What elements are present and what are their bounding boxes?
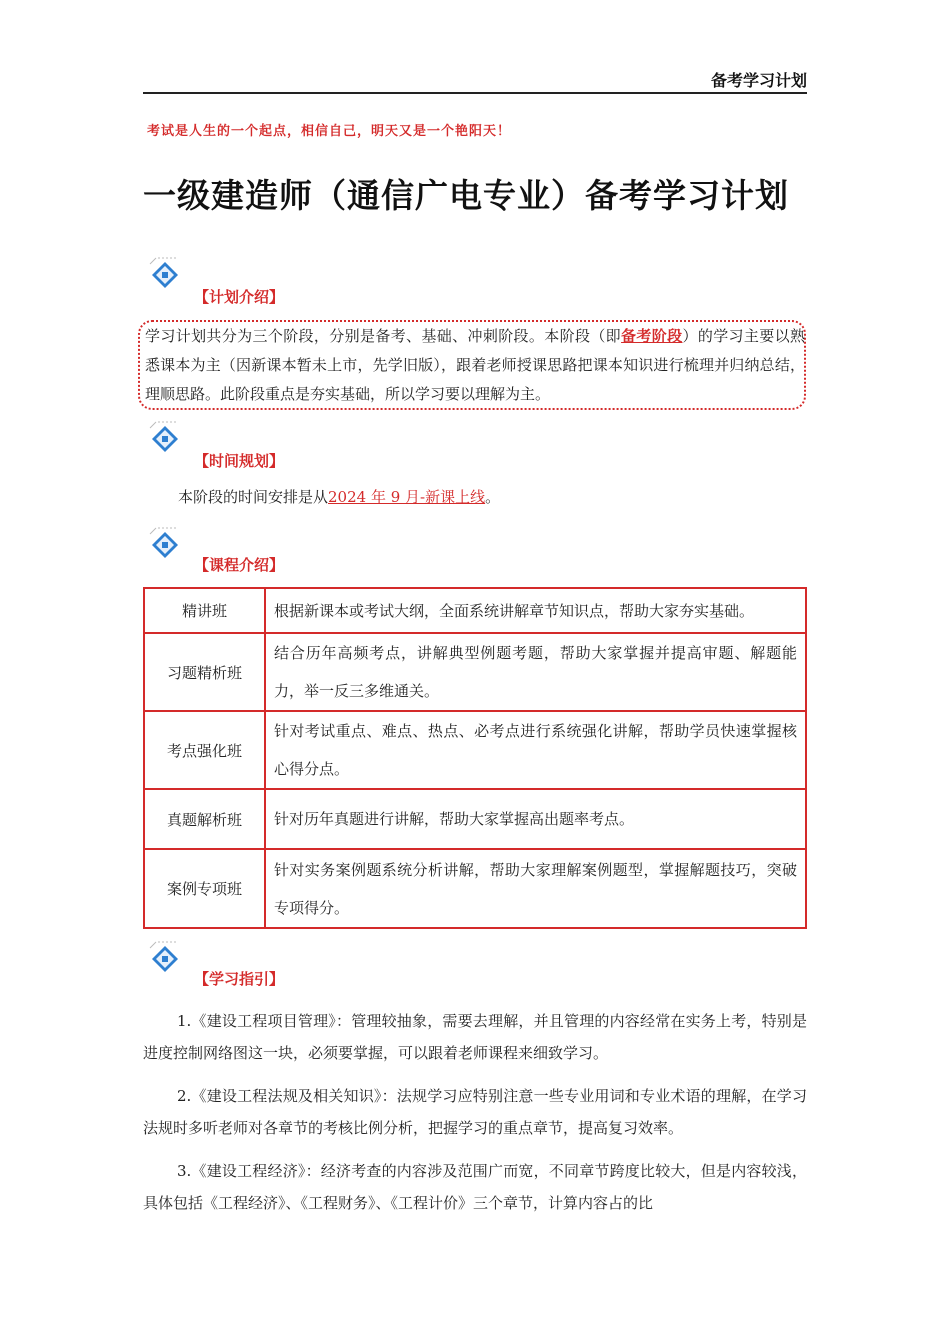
section-heading-courses — [148, 526, 448, 576]
section-heading-guide — [148, 940, 448, 990]
intro-paragraph — [145, 322, 805, 409]
time-highlight: 2024 年 9 月-新课上线 — [328, 488, 486, 506]
course-name: 习题精析班 — [144, 633, 265, 711]
course-desc: 针对实务案例题系统分析讲解，帮助大家理解案例题型，掌握解题技巧，突破专项得分。 — [265, 849, 806, 928]
table-row — [144, 789, 806, 849]
document-icon — [148, 940, 182, 974]
course-desc: 针对历年真题进行讲解，帮助大家掌握高出题率考点。 — [265, 789, 806, 849]
intro-text-after: ）的学习主要以熟悉课本为主（因新课本暂未上市，先学旧版），跟着老师授课思路把课本知识进行梳理并归纳总结，理顺思路。此阶段重点是夯实基础，所以学习要以理解为主。 — [145, 327, 805, 403]
time-text-after: 。 — [485, 488, 501, 506]
section-heading-time — [148, 420, 448, 470]
courses-table — [143, 587, 807, 929]
document-icon — [148, 420, 182, 454]
course-desc: 根据新课本或考试大纲，全面系统讲解章节知识点，帮助大家夯实基础。 — [265, 588, 806, 633]
intro-highlight: 备考阶段 — [621, 327, 683, 345]
time-paragraph — [178, 485, 500, 509]
guide-item: 2.《建设工程法规及相关知识》：法规学习应特别注意一些专业用词和专业术语的理解，在学习法规时多听老师对各章节的考核比例分析，把握学习的重点章节，提高复习效率。 — [143, 1087, 807, 1137]
section-label-intro: 【计划介绍】 — [194, 288, 285, 306]
guide-item: 1.《建设工程项目管理》：管理较抽象，需要去理解，并且管理的内容经常在实务上考，特别是进度控制网络图这一块，必须要掌握，可以跟着老师课程来细致学习。 — [143, 1012, 807, 1062]
section-heading-intro — [148, 256, 448, 306]
motto-text: 考试是人生的一个起点，相信自己，明天又是一个艳阳天！ — [147, 124, 512, 139]
course-name: 考点强化班 — [144, 711, 265, 789]
course-name: 精讲班 — [144, 588, 265, 633]
table-row — [144, 849, 806, 928]
table-row — [144, 711, 806, 789]
header-divider — [143, 92, 807, 94]
section-label-guide: 【学习指引】 — [194, 970, 285, 988]
page-title: 一级建造师（通信广电专业）备考学习计划 — [143, 176, 789, 215]
table-row — [144, 588, 806, 633]
header-title: 备考学习计划 — [710, 71, 807, 90]
course-desc: 结合历年高频考点，讲解典型例题考题，帮助大家掌握并提高审题、解题能力，举一反三多维通关。 — [265, 633, 806, 711]
intro-text-before: 学习计划共分为三个阶段，分别是备考、基础、冲刺阶段。本阶段（即 — [145, 327, 622, 345]
table-row — [144, 633, 806, 711]
document-icon — [148, 256, 182, 290]
course-name: 真题解析班 — [144, 789, 265, 849]
course-desc: 针对考试重点、难点、热点、必考点进行系统强化讲解，帮助学员快速掌握核心得分点。 — [265, 711, 806, 789]
section-label-time: 【时间规划】 — [194, 452, 285, 470]
time-text-before: 本阶段的时间安排是从 — [178, 488, 329, 506]
section-label-courses: 【课程介绍】 — [194, 556, 285, 574]
document-icon — [148, 526, 182, 560]
guide-item: 3.《建设工程经济》：经济考查的内容涉及范围广而宽，不同章节跨度比较大，但是内容较浅，具体包括《工程经济》、《工程财务》、《工程计价》三个章节，计算内容占的比 — [143, 1162, 807, 1212]
course-name: 案例专项班 — [144, 849, 265, 928]
